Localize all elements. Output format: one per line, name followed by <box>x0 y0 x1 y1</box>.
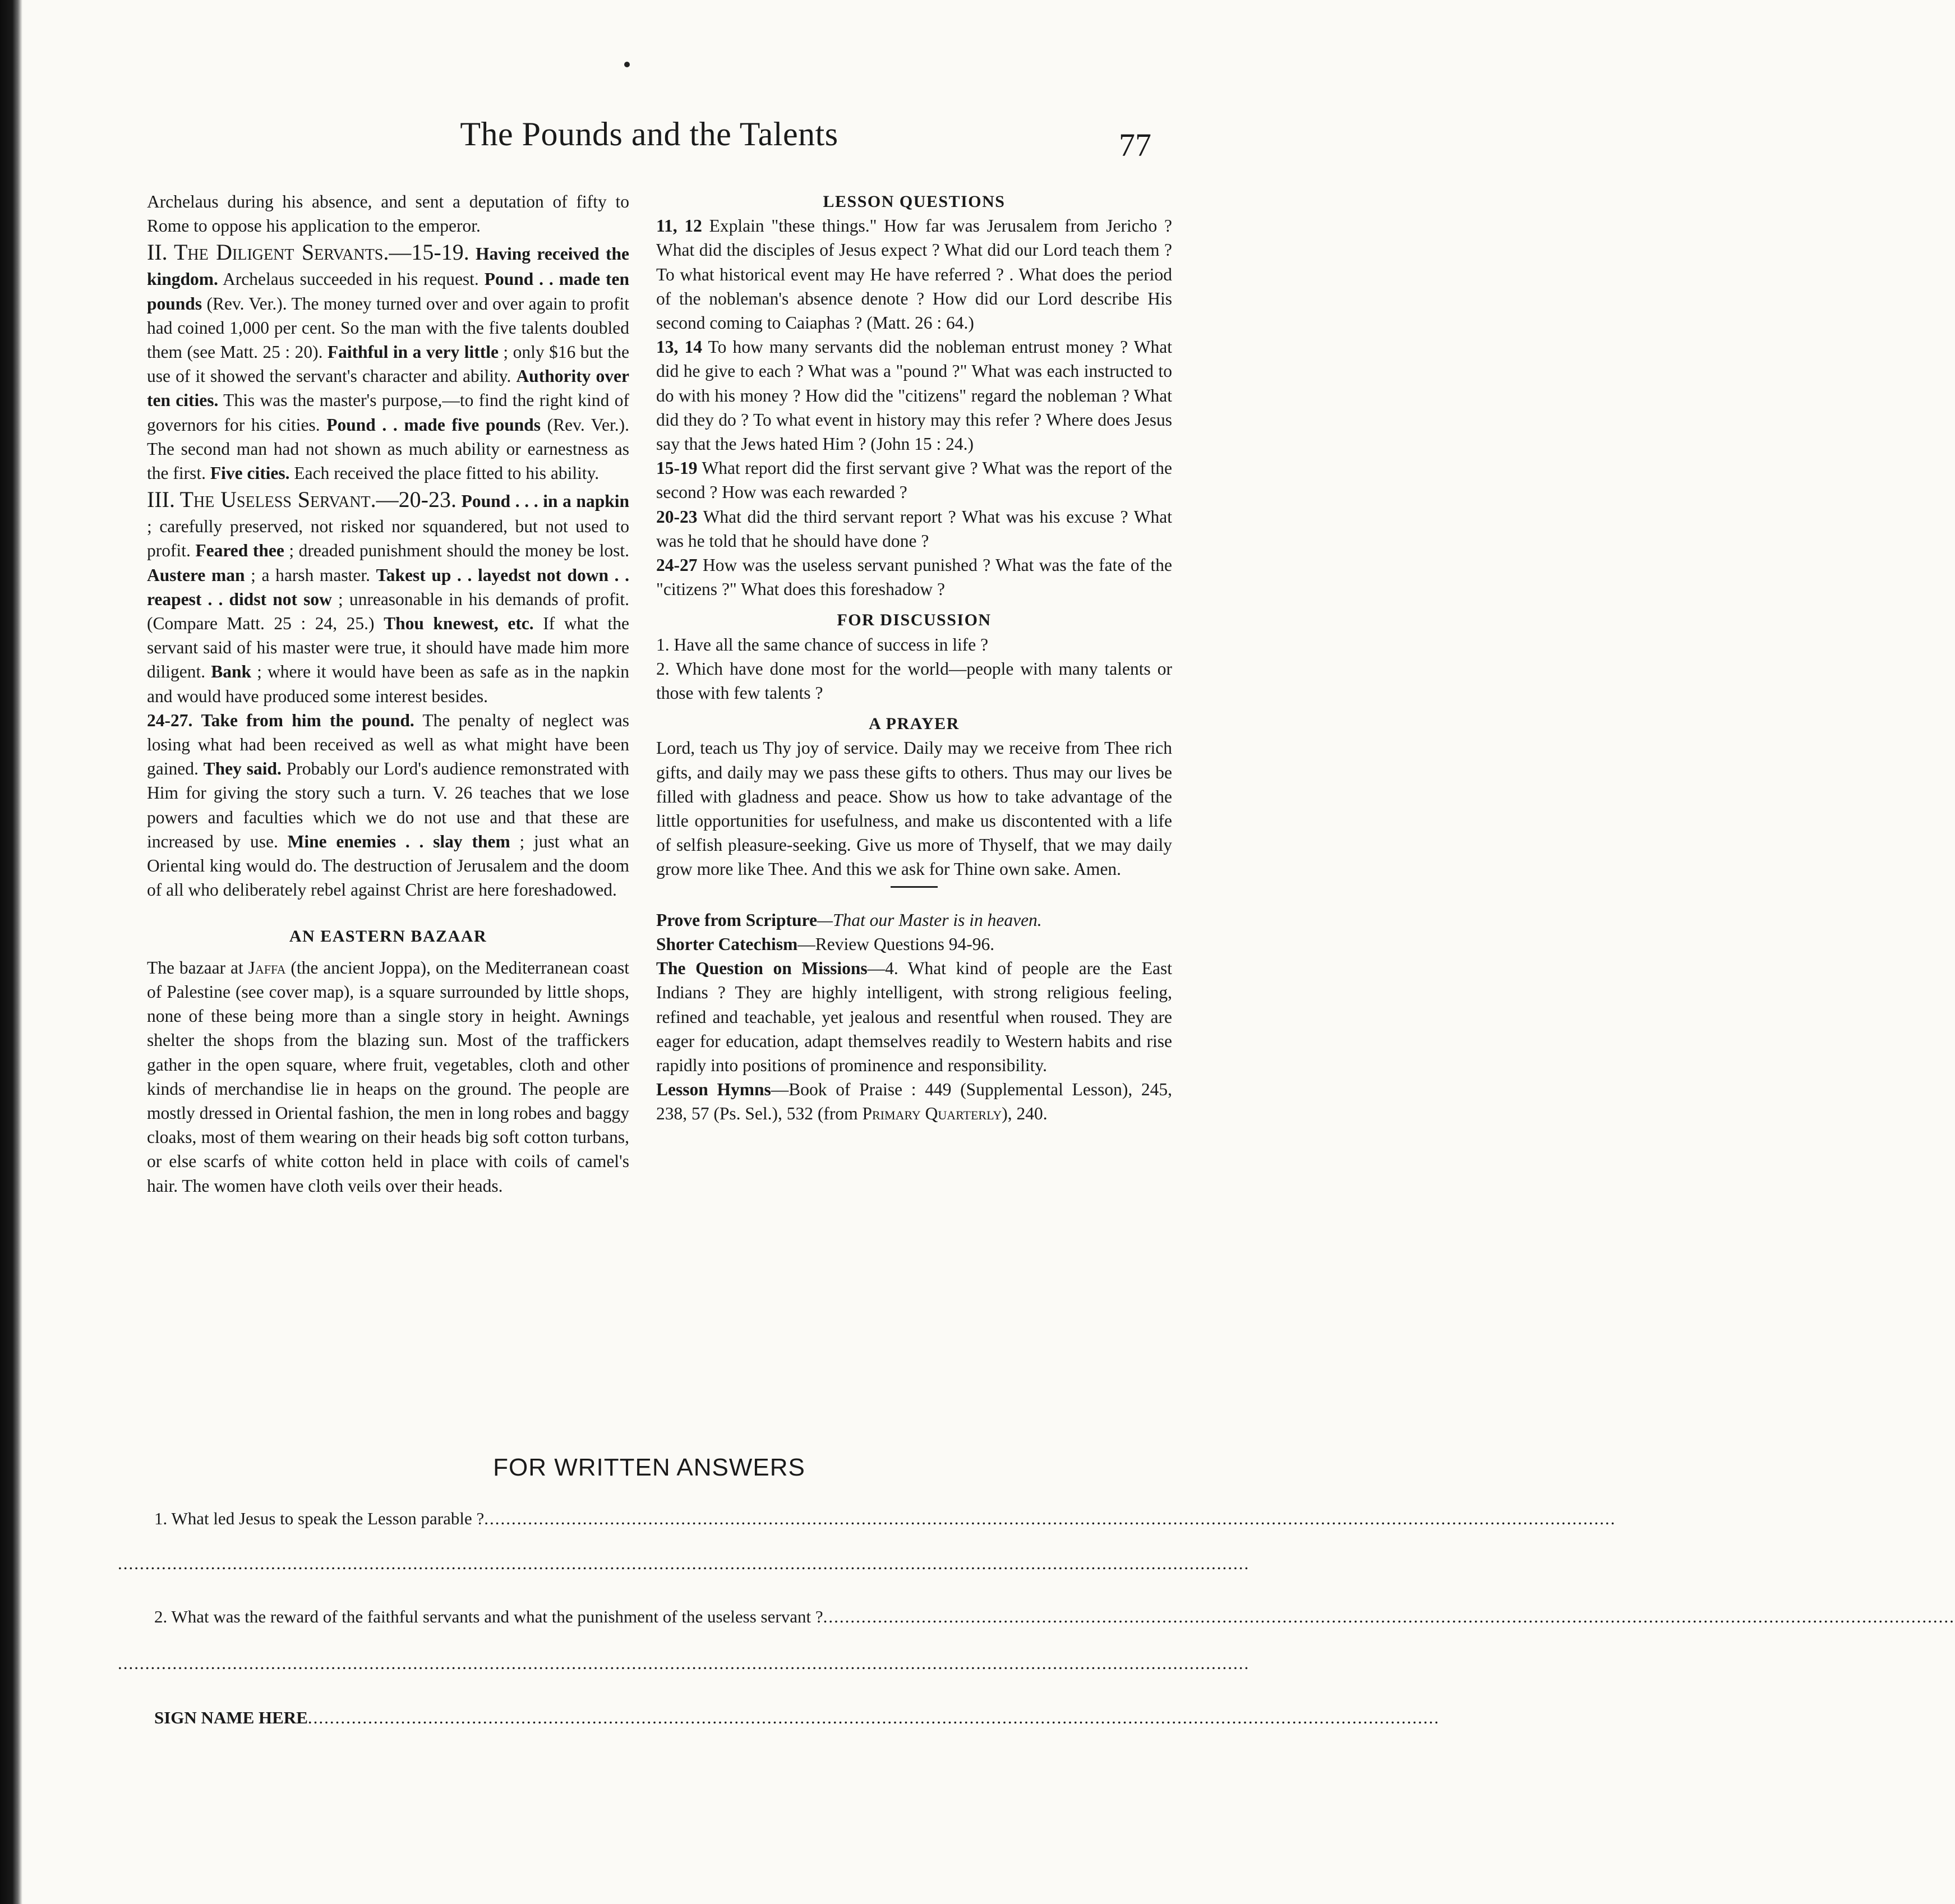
prove-text: —That our Master is in heaven. <box>817 910 1042 930</box>
section-body <box>147 711 629 900</box>
prayer-heading: A PRAYER <box>869 714 960 734</box>
written-question-1 <box>154 1509 1616 1529</box>
text-run: The bazaar at <box>147 957 248 978</box>
text-run: The penalty of neglect was losing what had been received as well as what might have been gained. <box>147 710 630 779</box>
spacer <box>147 949 629 956</box>
section-numeral: III. <box>147 487 175 513</box>
sign-name-label: SIGN NAME HERE <box>154 1708 308 1727</box>
text-run: ; where it would have been as safe as in the napkin and would have produced some interest besides. <box>147 662 629 706</box>
question-text: What did the third servant report ? What was his excuse ? What was he told that he should have done ? <box>656 506 1172 551</box>
section-title: The Useless Servant.—20-23. <box>179 487 457 513</box>
text-run: ; only $16 but the use of it showed the servant's character and ability. <box>147 342 629 386</box>
missions-question <box>656 956 1172 1077</box>
section-title: The Diligent Servants.—15-19. <box>173 239 469 265</box>
text-run: ; dreaded punishment should the money be lost. <box>284 541 630 561</box>
text-run <box>192 711 201 730</box>
discussion-item: 2. Which have done most for the world—people with many talents or those with few talents ? <box>656 658 1172 703</box>
text-run: If what the servant said of his master were true, it should have made him more diligent. <box>147 614 629 682</box>
text-run: ; unreasonable in his demands of profit. (Compare Matt. 25 : 24, 25.) <box>147 589 629 634</box>
bold-phrase: Bank <box>211 662 252 682</box>
text-run: Probably our Lord's audience remonstrated with Him for giving the story such a turn. V. 26 teaches that we lose powers and faculties which we do not use and that these are increased by use. <box>147 759 630 851</box>
bold-phrase: They said. <box>203 759 282 779</box>
written-answers-title: FOR WRITTEN ANSWERS <box>493 1454 805 1481</box>
verse-reference: 11, 12 <box>656 216 702 236</box>
lesson-questions-heading: LESSON QUESTIONS <box>823 192 1006 211</box>
spacer <box>147 902 629 924</box>
answer-line[interactable]: ............................................................................................................................................................................................................... <box>484 1509 1616 1528</box>
section-penalty <box>147 708 629 902</box>
text-run: This was the master's purpose,—to find the right kind of governors for his cities. <box>147 390 629 435</box>
bold-phrase: 24-27. <box>147 710 193 730</box>
page-number: 77 <box>1119 127 1151 163</box>
bold-phrase: Austere man <box>147 565 245 585</box>
bold-phrase: Authority over ten cities. <box>147 366 629 411</box>
lesson-question <box>656 553 1172 601</box>
text-run: ; a harsh master. <box>245 565 376 585</box>
print-speck <box>624 62 630 67</box>
question-text: To how many servants did the nobleman entrust money ? What did he give to each ? What was a "pound ?" What was each instructed to do with his money ? How did the "citizens" regard the nobleman ? What did they do ? To what event in history may this refer ? Where does Jesus say that the Jews hated Him ? (John 15 : 24.) <box>656 337 1173 454</box>
catechism-text: —Review Questions 94-96. <box>797 934 995 954</box>
bold-phrase: Faithful in a very little <box>327 342 499 362</box>
catechism-label: Shorter Catechism <box>656 934 798 954</box>
missions-text: —4. What kind of people are the East Indians ? They are highly intelligent, with strong religious feeling, refined and teachable, yet jealous and resentful when roused. They are eager for education, adapt themselves readily to Western habits and rise rapidly into positions of prominence and responsibility. <box>656 958 1172 1075</box>
verse-reference: 24-27 <box>656 555 698 575</box>
section-useless-servant <box>147 485 629 708</box>
bold-phrase: Thou knewest, etc. <box>384 614 534 634</box>
text-run: Each received the place fitted to his ability. <box>289 463 600 483</box>
text-run: (the ancient Joppa), on the Mediterranean coast of Palestine (see cover map), is a square surrounded by little shops, none of these being more than a single story in height. Awnings shelter the shops from the blazing sun. Most of the traffickers gather in the open square, where fruit, vegetables, cloth and other kinds of merchandise lie in heaps on the ground. The people are mostly dressed in Oriental fashion, the men in long robes and baggy cloaks, most of them wearing on their heads big soft cotton turbans, or else scarfs of white cotton held in place with coils of camel's hair. The women have cloth veils over their heads. <box>147 957 629 1196</box>
prayer-text: Lord, teach us Thy joy of service. Daily may we receive from Thee rich gifts, and daily may we pass these gifts to others. Thus may our lives be filled with gladness and peace. Show us how to take advantage of the little opportunities for usefulness, and make us discontented with a life of selfish pleasure-seeking. Give us more of Thyself, that we may daily grow more like Thee. And this we ask for Thine own sake. Amen. <box>656 738 1172 879</box>
right-column <box>656 190 1172 1126</box>
small-caps-phrase: Jaffa <box>248 957 286 978</box>
question-text: 1. What led Jesus to speak the Lesson parable ? <box>154 1509 485 1528</box>
discussion-item: 1. Have all the same chance of success in life ? <box>656 634 989 654</box>
text-run: ; carefully preserved, not risked nor squandered, but not used to profit. <box>147 517 629 561</box>
bazaar-heading: AN EASTERN BAZAAR <box>289 927 487 946</box>
bold-phrase: Mine enemies . . slay them <box>287 831 510 851</box>
shorter-catechism <box>656 932 1172 956</box>
lesson-questions-list <box>656 214 1172 601</box>
signature-field[interactable]: ............................................................................................................................................................................................................... <box>307 1708 1440 1727</box>
answer-line[interactable]: ............................................................................................................................................................................................................... <box>118 1653 1250 1673</box>
lesson-question <box>656 335 1172 456</box>
bold-phrase: Pound . . made five pounds <box>326 414 541 435</box>
bazaar-body <box>147 958 629 1196</box>
section-numeral: II. <box>147 239 168 265</box>
lesson-question <box>656 456 1172 504</box>
bold-phrase: Takest up . . layedst not down . . reapest . . didst not sow <box>147 565 629 609</box>
prove-label: Prove from Scripture <box>656 910 817 930</box>
text-run: (Rev. Ver.). The second man had not shown as much ability or earnestness as the first. <box>147 414 629 483</box>
section-body <box>147 491 629 706</box>
divider-rule <box>891 886 938 888</box>
hymns-text-end: ), 240. <box>1002 1104 1048 1124</box>
bold-phrase: Having received the kingdom. <box>147 244 629 289</box>
hymns-text: —Book of Praise : 449 (Supplemental Lesson), 245, 238, 57 (Ps. Sel.), 532 (from <box>656 1080 1173 1124</box>
bazaar-paragraph <box>147 956 629 1198</box>
spacer <box>656 705 1172 712</box>
bold-phrase: Take from him the pound. <box>201 710 414 730</box>
question-text: What report did the first servant give ? What was the report of the second ? How was each rewarded ? <box>656 458 1172 502</box>
answer-line[interactable]: ............................................................................................................................................................................................................... <box>118 1553 1250 1573</box>
verse-reference: 15-19 <box>656 458 698 478</box>
bold-phrase: Feared thee <box>195 541 284 561</box>
bold-phrase: Five cities. <box>210 463 290 483</box>
written-question-2 <box>154 1607 1955 1627</box>
section-diligent-servants <box>147 238 629 485</box>
text-run: ; just what an Oriental king would do. The destruction of Jerusalem and the doom of all who deliberately rebel against Christ are here foreshadowed. <box>147 831 630 900</box>
verse-reference: 20-23 <box>656 506 698 527</box>
bold-phrase: Pound . . made ten pounds <box>147 269 630 314</box>
book-spine-shadow <box>0 0 22 1904</box>
lesson-hymns <box>656 1077 1172 1126</box>
prove-from-scripture <box>656 908 1172 932</box>
continued-paragraph: Archelaus during his absence, and sent a deputation of fifty to Rome to oppose his application to the emperor. <box>147 192 629 236</box>
text-run: (Rev. Ver.). The money turned over and over again to profit had coined 1,000 per cent. So the man with the five talents doubled them (see Matt. 25 : 20). <box>147 293 629 362</box>
sign-name-line <box>154 1708 1440 1728</box>
lesson-question <box>656 214 1172 335</box>
answer-line[interactable]: ............................................................................................................................................................................................................... <box>823 1607 1955 1626</box>
lesson-question <box>656 505 1172 553</box>
question-text: How was the useless servant punished ? What was the fate of the "citizens ?" What does this foreshadow ? <box>656 555 1172 600</box>
section-body <box>147 244 629 483</box>
hymns-source: Primary Quarterly <box>862 1104 1002 1124</box>
running-title: The Pounds and the Talents <box>460 116 838 153</box>
bold-phrase: Pound . . . in a napkin <box>461 491 630 511</box>
verse-reference: 13, 14 <box>656 337 702 357</box>
missions-label: The Question on Missions <box>656 958 868 979</box>
left-column <box>147 190 629 1198</box>
hymns-label: Lesson Hymns <box>656 1080 771 1100</box>
spacer <box>656 601 1172 608</box>
text-run: Archelaus succeeded in his request. <box>218 269 485 289</box>
question-text: 2. What was the reward of the faithful servants and what the punishment of the useless servant ? <box>154 1607 823 1626</box>
discussion-heading: FOR DISCUSSION <box>837 611 992 630</box>
question-text: Explain "these things." How far was Jerusalem from Jericho ? What did the disciples of Jesus expect ? What did our Lord teach them ? To what historical event may He have referred ? . What does the period of the nobleman's absence denote ? How did our Lord describe His second coming to Caiaphas ? (Matt. 26 : 64.) <box>656 216 1172 333</box>
